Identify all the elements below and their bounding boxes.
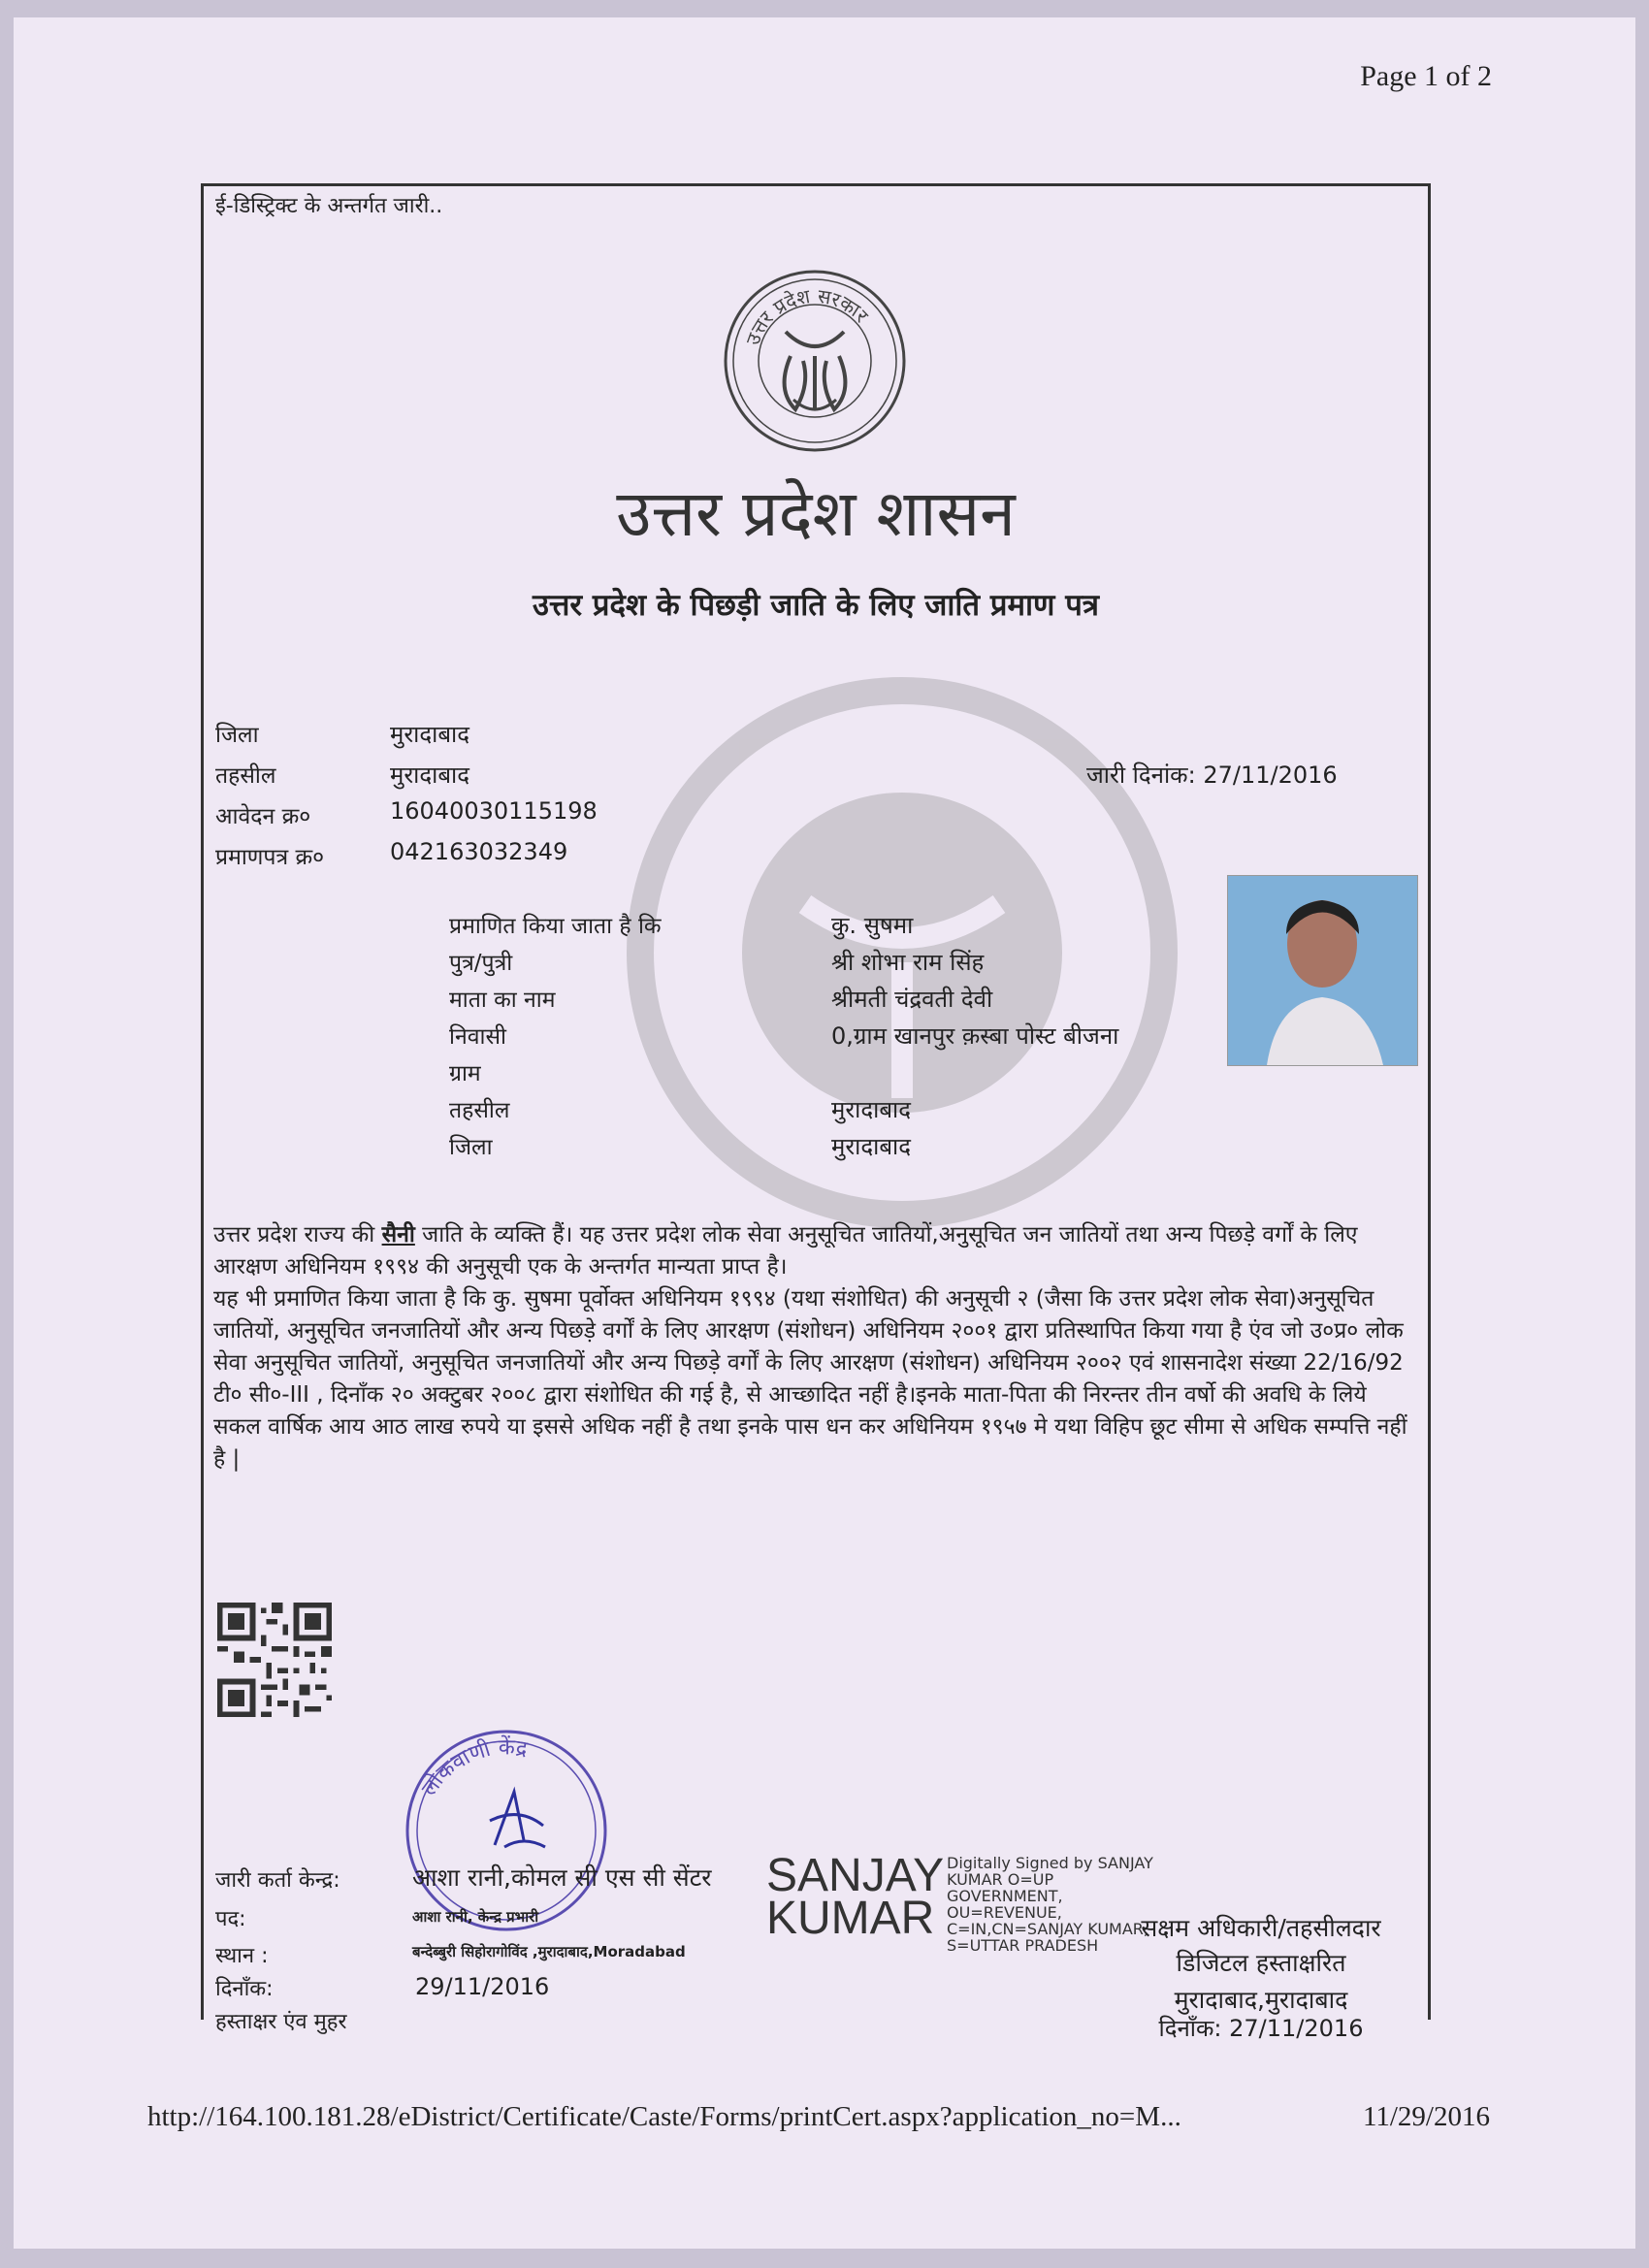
svg-text:उत्तर प्रदेश सरकार (741, 284, 874, 348)
village-label: ग्राम (449, 1061, 481, 1086)
application-number: 16040030115198 (390, 797, 598, 825)
signature-details: Digitally Signed by SANJAY KUMAR O=UP GOVERNMENT, OU=REVENUE, C=IN,CN=SANJAY KUMAR, S=UTTAR PRADESH (947, 1854, 1153, 1955)
post-label: पद: (215, 1907, 246, 1931)
district-label: जिला (215, 723, 259, 748)
officer-title: सक्षम अधिकारी/तहसीलदार (1141, 1914, 1381, 1942)
father-name: श्री शोभा राम सिंह (831, 949, 985, 976)
print-date: 11/29/2016 (1362, 2101, 1490, 2132)
application-number-label: आवेदन क्र० (215, 804, 311, 829)
statement-paragraph-2: यह भी प्रमाणित किया जाता है कि कु. सुषमा पूर्वोक्त अधिनियम १९९४ (यथा संशोधित) की अनुसूची २ (जैसा कि उत्तर प्रदेश लोक सेवा)अनुसूचित जातियों, अनुसूचित जनजातियों और अन्य पिछड़े वर्गों के लिए आरक्षण (संशोधन) अधिनियम २००१ द्वारा प्रतिस्थापित किया गया है एंव जो उ०प्र० लोक सेवा अनुसूचित जातियों, अनुसूचित जनजातियों और अन्य पिछड़े वर्गों के लिए आरक्षण (संशोधन) अधिनियम २००२ एवं शासनादेश संख्या 22/16/92 टी० सी०-III , दिनाँक २० अक्टुबर २००८ द्वारा संशोधित की गई है, से आच्छादित नहीं है।इनके माता-पिता की निरन्तर तीन वर्षो की अवधि के लिये सकल वार्षिक आय आठ लाख रुपये या इससे अधिक नहीं है तथा इनके पास धन कर अधिनियम १९५७ मे यथा विहिप छूट सीमा से अधिक सम्पत्ति नहीं है | (213, 1286, 1407, 1472)
district-value: मुरादाबाद (390, 721, 470, 748)
up-government-emblem (718, 264, 912, 458)
center-date: 29/11/2016 (415, 1973, 550, 2000)
certificate-number: 042163032349 (390, 838, 568, 865)
issuing-center-label: जारी कर्ता केन्द्र: (215, 1868, 340, 1893)
place-label: स्थान : (215, 1944, 269, 1968)
certificate-number-label: प्रमाणपत्र क्र० (215, 845, 325, 870)
applicant-photo (1227, 875, 1418, 1066)
person-tehsil-label: तहसील (449, 1098, 510, 1123)
government-heading: उत्तर प्रदेश शासन (616, 476, 1016, 551)
officer-signed: डिजिटल हस्ताक्षरित (1176, 1949, 1346, 1977)
stamp-text: लोकवाणी केंद्र (417, 1735, 530, 1801)
child-of-label: पुत्र/पुत्री (449, 951, 513, 976)
signer-name-line-2: KUMAR (766, 1893, 935, 1944)
signer-name-line-1: SANJAY (766, 1850, 945, 1901)
post-value: आशा रानी, केन्द्र प्रभारी (412, 1908, 539, 1926)
print-url: http://164.100.181.28/eDistrict/Certificate/Caste/Forms/printCert.aspx?application_no=M... (147, 2101, 1181, 2132)
tehsil-label: तहसील (215, 763, 276, 789)
person-tehsil-value: मुरादाबाद (831, 1096, 912, 1123)
mother-name: श्रीमती चंद्रवती देवी (831, 986, 993, 1013)
signature-seal-label: हस्ताक्षर एंव मुहर (215, 2010, 347, 2034)
resident-label: निवासी (449, 1024, 506, 1050)
certificate-title: उत्तर प्रदेश के पिछड़ी जाति के लिए जाति प्रमाण पत्र (533, 588, 1099, 623)
issue-date: जारी दिनांक: 27/11/2016 (1086, 761, 1338, 789)
issuing-center: आशा रानी,कोमल सी एस सी सेंटर (412, 1863, 712, 1892)
statement-part-1: उत्तर प्रदेश राज्य की (213, 1222, 382, 1247)
officer-place: मुरादाबाद,मुरादाबाद (1174, 1986, 1348, 2014)
tehsil-value: मुरादाबाद (390, 761, 470, 789)
place-value: बन्देब्बुरी सिहोरागोविंद ,मुरादाबाद,Moradabad (412, 1943, 686, 1960)
digital-signature (766, 1850, 1153, 1955)
resident-address: 0,ग्राम खानपुर क़स्बा पोस्ट बीजना (831, 1022, 1119, 1050)
emblem-text: उत्तर प्रदेश सरकार (740, 283, 874, 348)
person-district-label: जिला (449, 1135, 493, 1160)
officer-date: दिनाँक: 27/11/2016 (1158, 2015, 1364, 2042)
handwritten-signature (475, 1787, 553, 1855)
caste-name: सैनी (381, 1222, 415, 1247)
date-label: दिनाँक: (215, 1977, 274, 2001)
certificate-frame (201, 183, 1431, 2042)
statement-part-2: जाति के व्यक्ति हैं। यह उत्तर प्रदेश लोक सेवा अनुसूचित जातियों,अनुसूचित जन जातियों तथा अन्य पिछड़े वर्गों के लिए आरक्षण अधिनियम १९९४ की अनुसूची एक के अन्तर्गत मान्यता प्राप्त है। (213, 1222, 1358, 1280)
certified-label: प्रमाणित किया जाता है कि (449, 914, 662, 939)
person-district-value: मुरादाबाद (831, 1133, 912, 1160)
certificate-statement (213, 1219, 1416, 1475)
person-name: कु. सुषमा (831, 912, 914, 939)
page-number: Page 1 of 2 (1360, 60, 1492, 92)
qr-code (217, 1603, 332, 1717)
document-page (14, 17, 1635, 2249)
mother-label: माता का नाम (449, 988, 556, 1013)
issued-under-text: ई-डिस्ट्रिक्ट के अन्तर्गत जारी.. (215, 194, 443, 218)
